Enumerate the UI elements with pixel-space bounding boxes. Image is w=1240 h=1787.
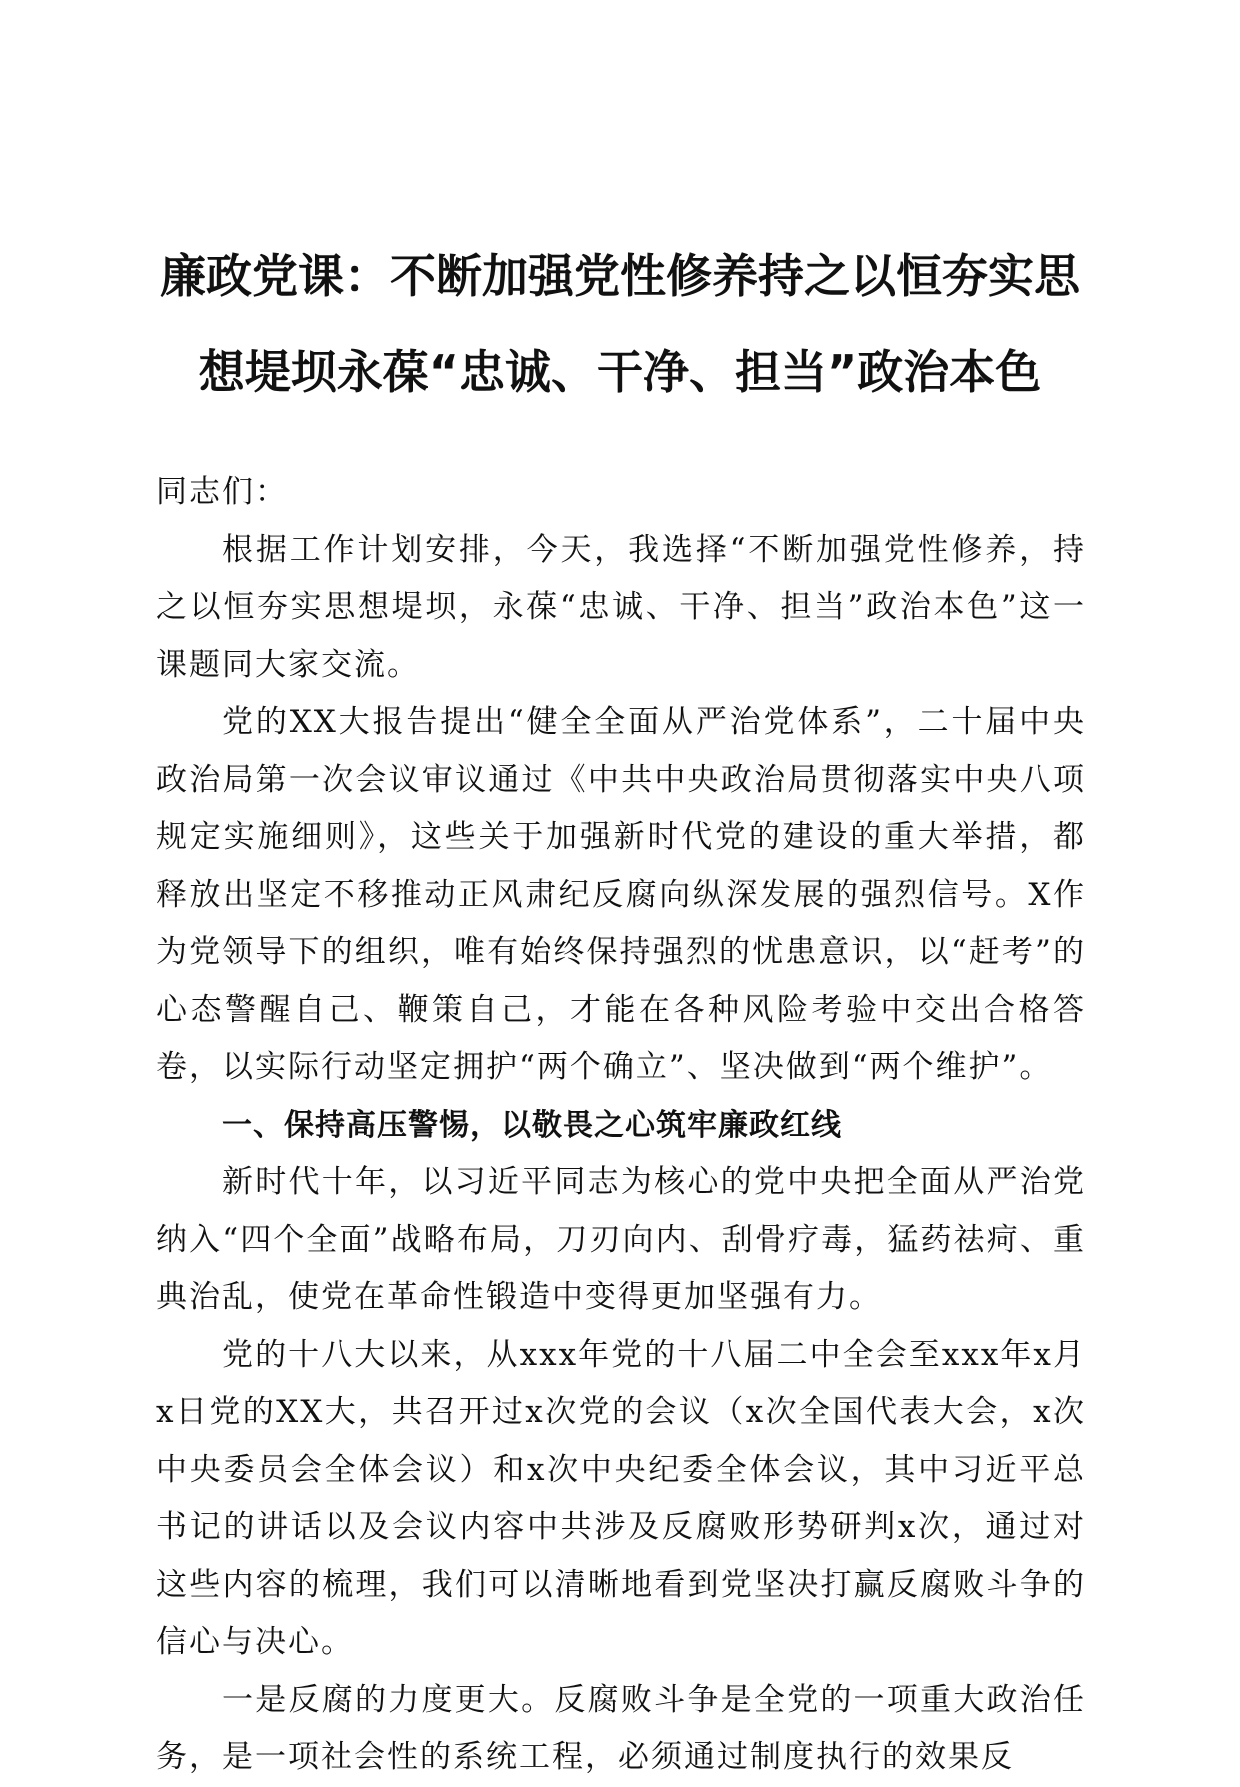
title-line-2: 想堤坝永葆“忠诚、干净、担当”政治本色 [198,345,1042,399]
title-line-1: 廉政党课：不断加强党性修养持之以恒夯实思 [160,249,1080,303]
document-body [156,464,1086,1787]
paragraph-intro: 根据工作计划安排，今天，我选择“不断加强党性修养，持之以恒夯实思想堤坝，永葆“忠诚、干净、担当”政治本色”这一课题同大家交流。 [156,531,1086,683]
section-heading-1: 一、保持高压警惕，以敬畏之心筑牢廉政红线 [222,1107,842,1143]
paragraph-background: 党的XX大报告提出“健全全面从严治党体系”，二十届中央政治局第一次会议审议通过《中共中央政治局贯彻落实中央八项规定实施细则》，这些关于加强新时代党的建设的重大举措，都释放出坚定不移推动正风肃纪反腐向纵深发展的强烈信号。X作为党领导下的组织，唯有始终保持强烈的忧患意识，以“赶考”的心态警醒自己、鞭策自己，才能在各种风险考验中交出合格答卷，以实际行动坚定拥护“两个确立”、坚决做到“两个维护”。 [156,704,1086,1085]
paragraph-since-18th: 党的十八大以来，从xxx年党的十八届二中全会至xxx年x月x日党的XX大，共召开过x次党的会议（x次全国代表大会，x次中央委员会全体会议）和x次中央纪委全体会议，其中习近平总书记的讲话以及会议内容中共涉及反腐败形势研判x次，通过对这些内容的梳理，我们可以清晰地看到党坚决打赢反腐败斗争的信心与决心。 [156,1336,1086,1660]
document-title [150,228,1090,420]
salutation: 同志们： [156,474,288,510]
paragraph-new-era: 新时代十年，以习近平同志为核心的党中央把全面从严治党纳入“四个全面”战略布局，刀刃向内、刮骨疗毒，猛药祛疴、重典治乱，使党在革命性锻造中变得更加坚强有力。 [156,1164,1086,1315]
paragraph-point-one: 一是反腐的力度更大。反腐败斗争是全党的一项重大政治任务，是一项社会性的系统工程，必须通过制度执行的效果反 [156,1681,1086,1775]
